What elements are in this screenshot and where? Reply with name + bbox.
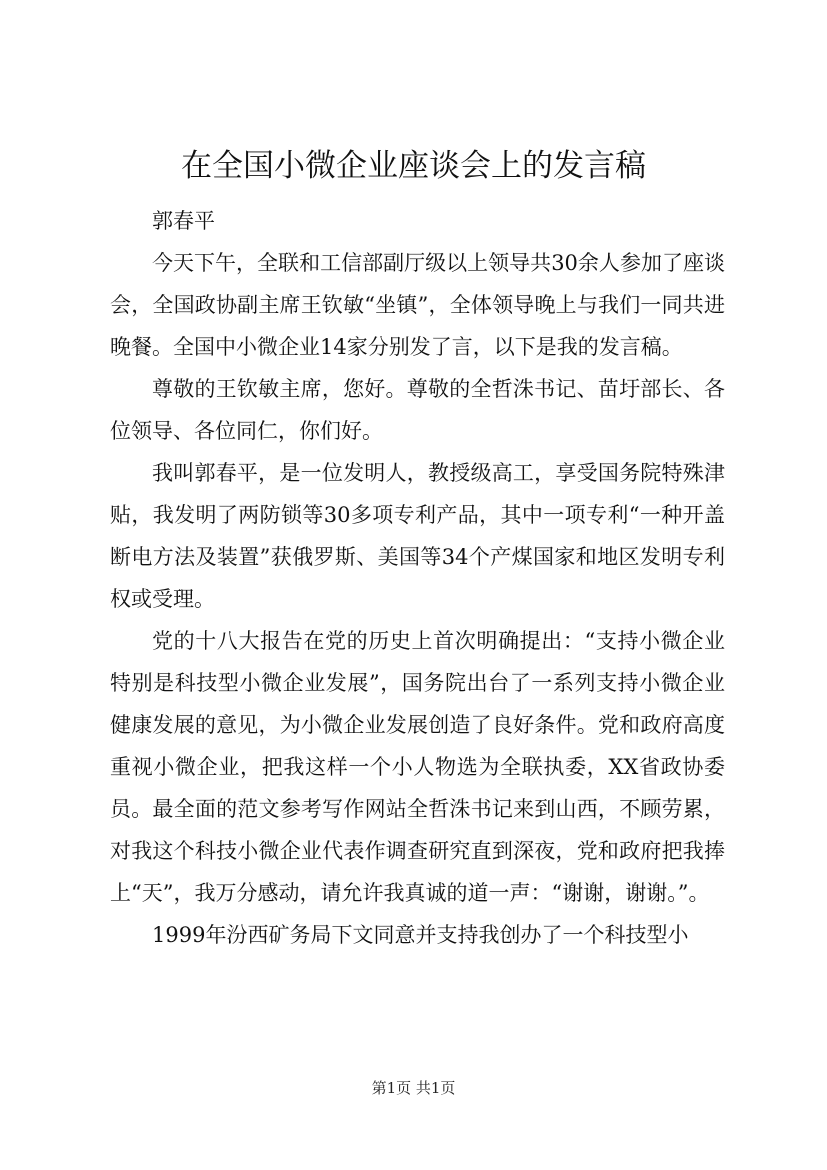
- paragraph: 今天下午，全联和工信部副厅级以上领导共30余人参加了座谈会，全国政协副主席王钦敏“坐镇”，全体领导晚上与我们一同共进晚餐。全国中小微企业14家分别发了言，以下是我的发言稿。: [110, 251, 725, 359]
- document-title: 在全国小微企业座谈会上的发言稿: [181, 148, 646, 184]
- paragraph: 党的十八大报告在党的历史上首次明确提出：“支持小微企业特别是科技型小微企业发展”，国务院出台了一系列支持小微企业健康发展的意见，为小微企业发展创造了良好条件。党和政府高度重视小微企业，把我这样一个小人物选为全联执委，XX省政协委员。最全面的范文参考写作网站全哲洙书记来到山西，不顾劳累，对我这个科技小微企业代表作调查研究直到深夜，党和政府把我捧上“天”，我万分感动，请允许我真诚的道一声：“谢谢，谢谢。”。: [110, 629, 725, 905]
- paragraph: 1999年汾西矿务局下文同意并支持我创办了一个科技型小: [152, 923, 689, 947]
- page-footer: 第1页 共1页: [371, 1079, 456, 1097]
- author-line: 郭春平: [152, 209, 215, 233]
- paragraph: 尊敬的王钦敏主席，您好。尊敬的全哲洙书记、苗圩部长、各位领导、各位同仁，你们好。: [110, 377, 725, 443]
- document-body: [110, 200, 725, 956]
- paragraph: 我叫郭春平，是一位发明人，教授级高工，享受国务院特殊津贴，我发明了两防锁等30多项专利产品，其中一项专利“一种开盖断电方法及装置”获俄罗斯、美国等34个产煤国家和地区发明专利权或受理。: [110, 461, 725, 611]
